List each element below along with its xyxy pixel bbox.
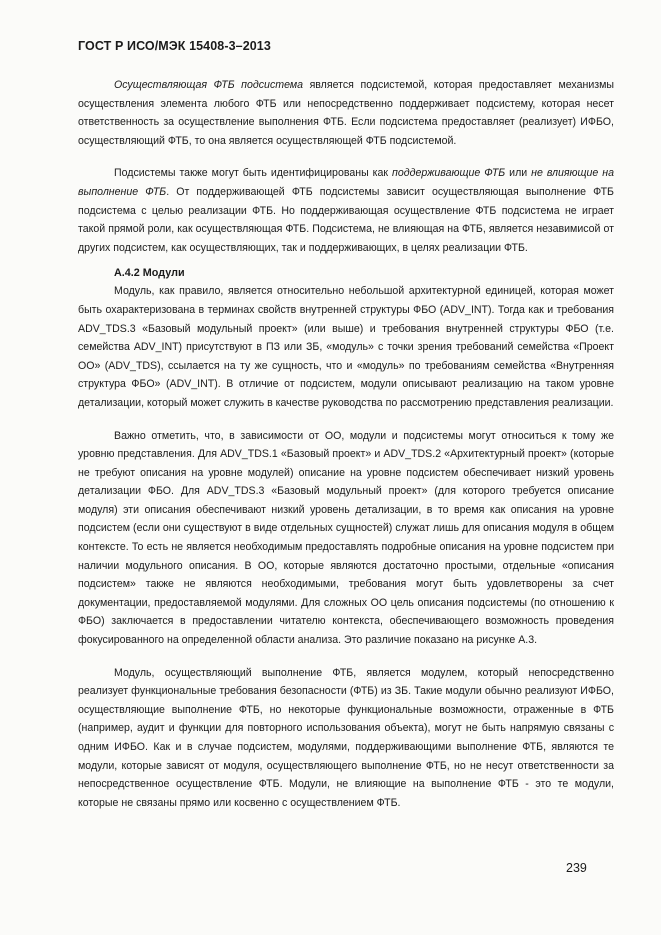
paragraph-abstraction-levels: Важно отметить, что, в зависимости от ОО, модули и подсистемы могут относиться к тому же уровню представления. Для ADV_TDS.1 «Базовый проект» и ADV_TDS.2 «Архитектурный проект» (которые не требуют описания на уровне модулей) описание на уровне подсистем обеспечивает низкий уровень детализации ФБО. Для ADV_TDS.3 «Базовый модульный проект» (для которого требуется описание модуля) эти описания обеспечивают низкий уровень детализации, в то время как описания на уровне подсистем (если они существуют в виде отдельных сущностей) служат лишь для описания модуля в общем контексте. То есть не является необходимым предоставлять подробные описания на уровне подсистем при наличии модульного описания. В ОО, которые являются достаточно простыми, отдельные «описания подсистем» также не являются необходимыми, требования могут быть удовлетворены за счет документации, предоставляемой модулями. Для сложных ОО цель описания подсистемы (по отношению к ФБО) заключается в предоставлении читателю контекста, обеспечивающего возможность проведения фокусированного на определенной области анализа. Это различие показано на рисунке А.3. — [78, 429, 614, 647]
paragraph-module-enforcing: Модуль, осуществляющий выполнение ФТБ, является модулем, который непосредственно реализует функциональные требования безопасности (ФТБ) из ЗБ. Такие модули обычно реализуют ИФБО, осуществляющие выполнение ФТБ, но некоторые функциональные возможности, отраженные в ФТБ (например, аудит и функции для повторного использования объекта), могут не быть напрямую связаны с одним ИФБО. Как и в случае подсистем, модулями, поддерживающими выполнение ФТБ, являются те модули, которые зависят от модуля, осуществляющего выполнение ФТБ, но не несут ответственности за непосредственное осуществление ФТБ. Модули, не влияющие на выполнение ФТБ - это те модули, которые не связаны прямо или косвенно с осуществлением ФТБ. — [78, 666, 614, 809]
paragraph-subsystem-definition — [78, 76, 614, 150]
paragraph-text: . От поддерживающей ФТБ подсистемы зависит осуществляющая выполнение ФТБ подсистема с целью реализации ФТБ. Но поддерживающая осуществление ФТБ подсистема не играет такой прямой роли, как осуществляющая ФТБ. Подсистема, не влияющая на ФТБ, является незавимисой от других подсистем, как осуществляющих, так и поддерживающих, в целях реализации ФТБ. — [78, 185, 614, 254]
section-heading: A.4.2 Модули — [114, 267, 185, 280]
page-body — [78, 76, 614, 819]
paragraph-text: или — [505, 167, 532, 180]
paragraph-module-definition: Модуль, как правило, является относительно небольшой архитектурной единицей, которая может быть охарактеризована в терминах свойств внутренней структуры ФБО (ADV_INT). Тогда как и требования ADV_TDS.3 «Базовый модульный проект» (или выше) и требования внутренней структуры ФБО (т.е. семейства ADV_INT) присутствуют в ПЗ или ЗБ, «модуль» с точки зрения требований семейства «Проект ОО» (ADV_TDS), ссылается на ту же сущность, что и «модуль» по требованиям семейства «Внутренняя структура ФБО» (ADV_INT). В отличие от подсистем, модули описывают реализацию на таком уровне детализации, который может служить в качестве руководства по рассмотрению представления реализации. — [78, 285, 614, 409]
paragraph-text: Подсистемы также могут быть идентифицированы как — [114, 167, 393, 180]
term-non-interfering: не влияющие на выполнение ФТБ — [78, 167, 614, 198]
paragraph-text: является подсистемой, которая предоставляет механизмы осуществления элемента любого ФТБ или непосредственно поддерживает подсистему, которая несет ответственность за осуществление выполнения ФТБ. Если подсистема предоставляет (реализует) ИФБО, осуществляющий ФТБ, то она является осуществляющей ФТБ подсистемой. — [78, 79, 614, 147]
document-header: ГОСТ Р ИСО/МЭК 15408-3–2013 — [78, 39, 271, 53]
term-enforcing-subsystem: Осуществляющая ФТБ подсистема — [114, 79, 303, 91]
paragraph-subsystem-types — [78, 164, 614, 257]
term-supporting: поддерживающие ФТБ — [392, 167, 506, 180]
page-number: 239 — [566, 861, 587, 875]
